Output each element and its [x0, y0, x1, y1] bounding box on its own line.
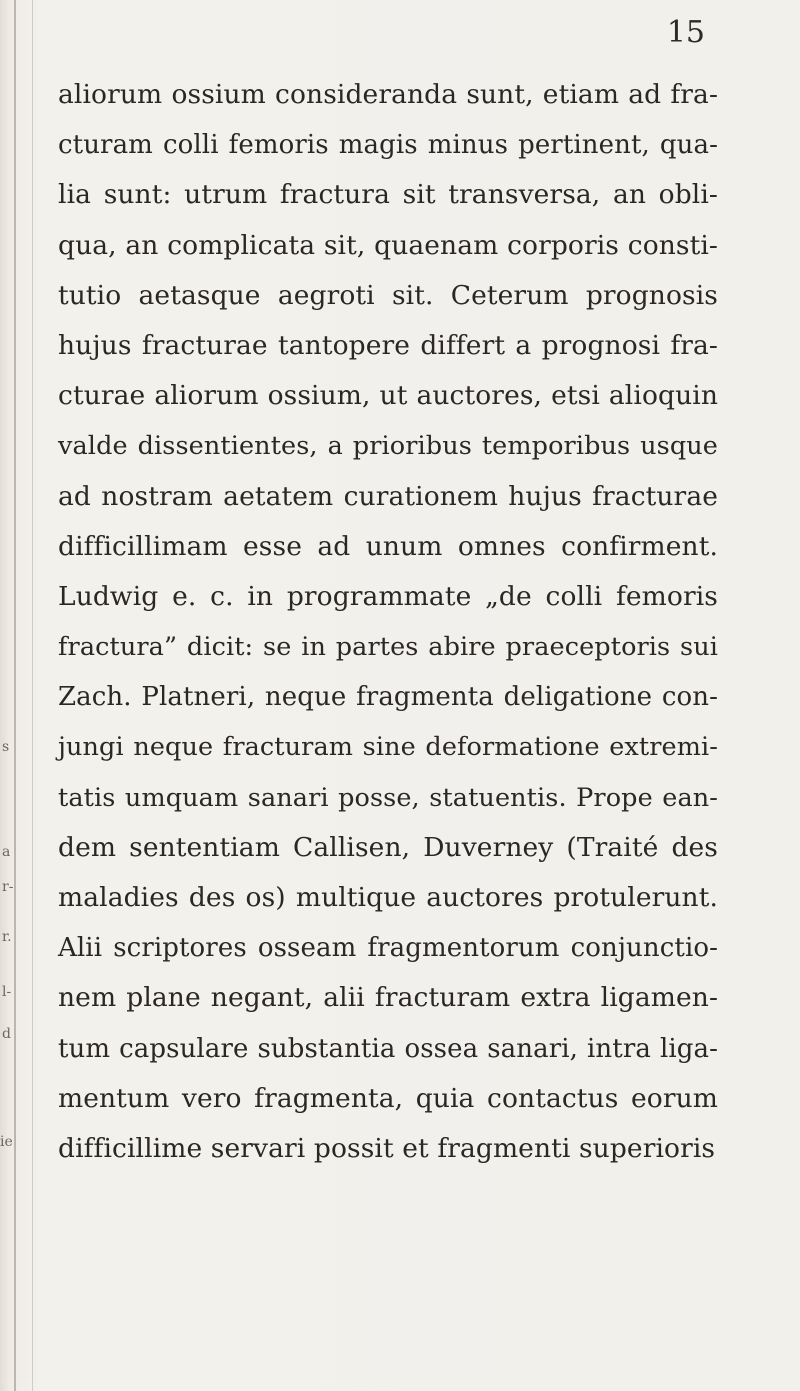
- body-text: [58, 70, 718, 1174]
- text-line: Zach. Platneri, neque fragmenta deligatione con-: [58, 682, 718, 713]
- text-line: lia sunt: utrum fractura sit transversa, an obli-: [58, 179, 718, 211]
- text-line: dem sententiam Callisen, Duverney (Traité des: [58, 831, 718, 863]
- page-number: 15: [666, 15, 705, 50]
- text-line: hujus fracturae tantopere differt a prognosi fra-: [58, 329, 718, 361]
- text-line: valde dissentientes, a prioribus temporibus usque: [58, 431, 718, 462]
- text-line: qua, an complicata sit, quaenam corporis consti-: [58, 229, 718, 261]
- text-line: Ludwig e. c. in programmate „de colli femoris: [58, 580, 718, 612]
- margin-mark: r.: [2, 929, 12, 945]
- text-line: tutio aetasque aegroti sit. Ceterum prognosis: [58, 279, 718, 311]
- margin-mark: ie: [0, 1134, 13, 1150]
- text-line: Alii scriptores osseam fragmentorum conjunctio-: [58, 933, 718, 964]
- text-line: ad nostram aetatem curationem hujus fracturae: [58, 480, 718, 512]
- text-line: tatis umquam sanari posse, statuentis. Prope ean-: [58, 782, 718, 813]
- gutter-line: [14, 0, 16, 1391]
- text-line: fractura” dicit: se in partes abire praeceptoris sui: [58, 632, 718, 663]
- margin-mark: a: [2, 844, 11, 860]
- text-line: difficillimam esse ad unum omnes confirment.: [58, 530, 718, 562]
- text-line: aliorum ossium consideranda sunt, etiam ad fra-: [58, 79, 718, 110]
- margin-mark: d: [2, 1026, 11, 1042]
- text-line: cturae aliorum ossium, ut auctores, etsi alioquin: [58, 380, 718, 412]
- text-line: cturam colli femoris magis minus pertinent, qua-: [58, 130, 718, 161]
- text-line: tum capsulare substantia ossea sanari, intra liga-: [58, 1033, 718, 1064]
- margin-mark: l-: [2, 984, 12, 1000]
- text-line: difficillime servari possit et fragmenti superioris: [58, 1132, 716, 1164]
- text-line: mentum vero fragmenta, quia contactus eorum: [58, 1082, 718, 1114]
- text-line: nem plane negant, alii fracturam extra ligamen-: [58, 982, 718, 1014]
- margin-mark: s: [2, 739, 10, 755]
- gutter-shadow-line: [32, 0, 33, 1391]
- text-line: jungi neque fracturam sine deformatione extremi-: [58, 732, 718, 763]
- text-line: maladies des os) multique auctores protulerunt.: [58, 882, 718, 913]
- margin-mark: r-: [2, 879, 14, 895]
